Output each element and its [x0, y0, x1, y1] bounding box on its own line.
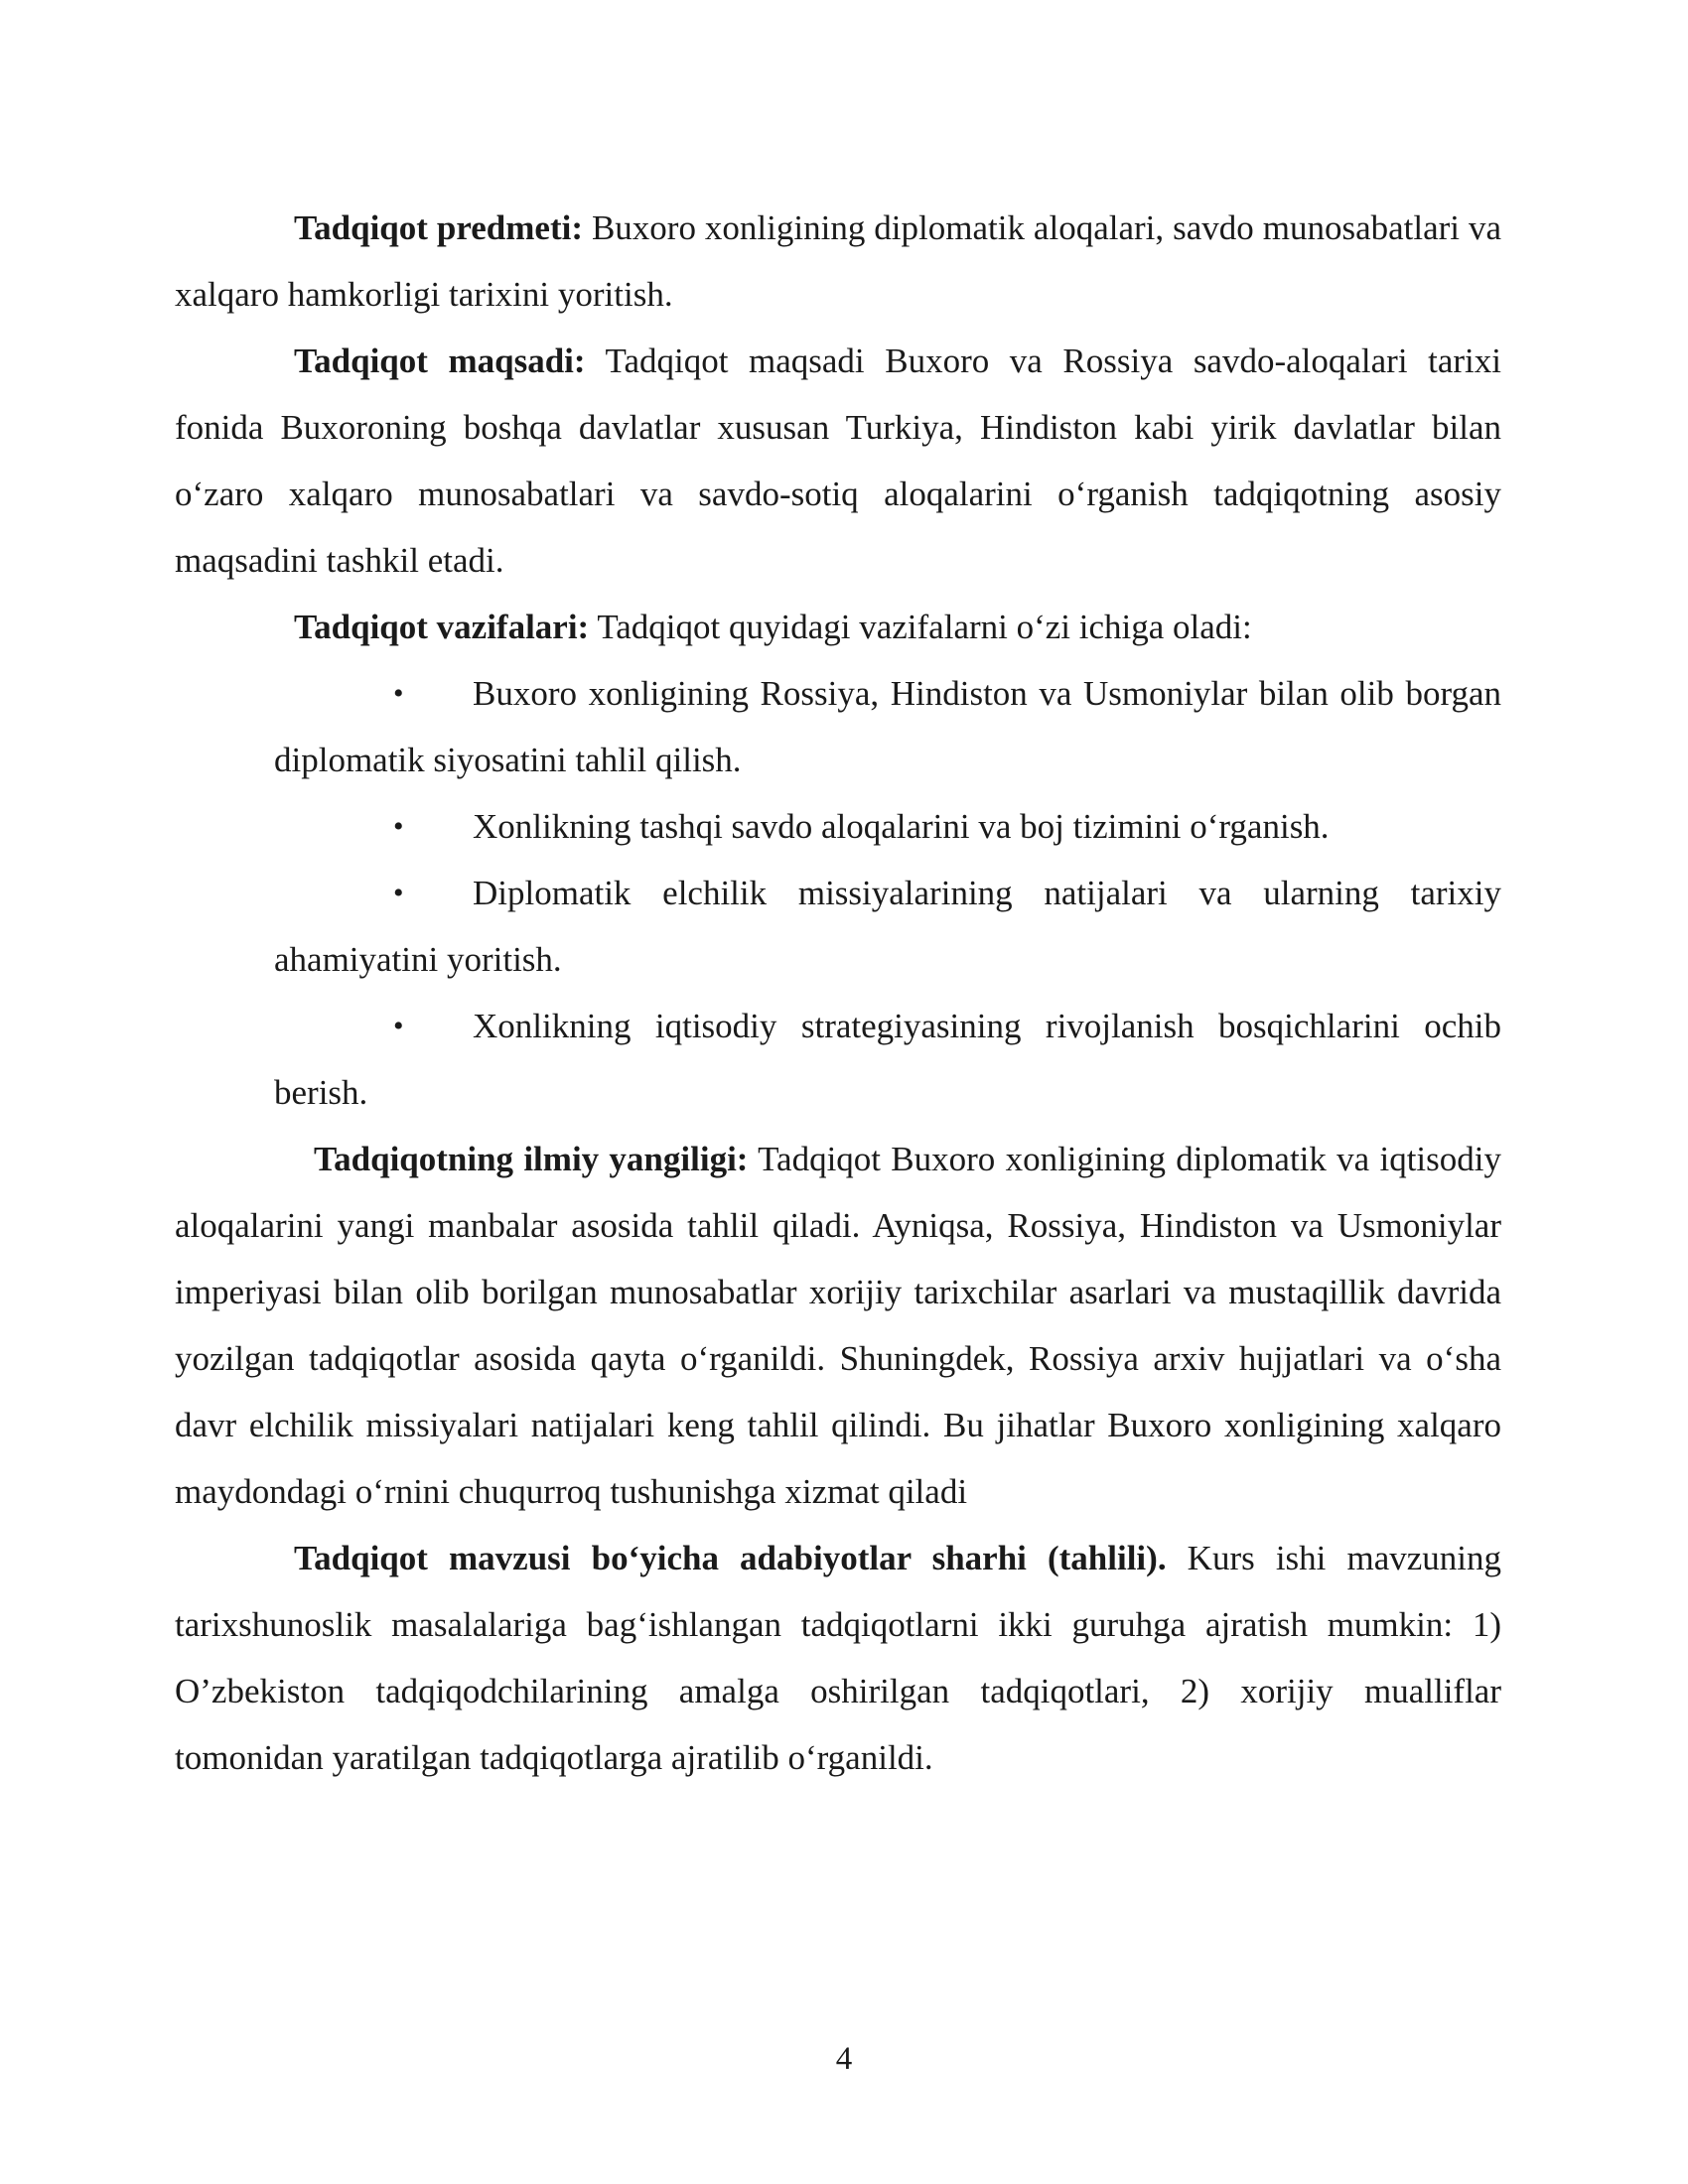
page-number: 4 — [835, 2041, 853, 2077]
task-item-text: Xonlikning tashqi savdo aloqalarini va boj tizimini o‘rganish. — [473, 807, 1330, 846]
subject-text: Buxoro xonligining diplomatik aloqalari, savdo munosabatlari va xalqaro hamkorligi tarixini yoritish. — [175, 208, 1502, 314]
tasks-heading: Tadqiqot vazifalari: — [294, 608, 590, 646]
list-item — [274, 660, 1501, 793]
task-item-text: Diplomatik elchilik missiyalarining natijalari va ularning tarixiy ahamiyatini yoritish. — [274, 874, 1501, 979]
list-item — [274, 793, 1501, 860]
bullet-icon: • — [393, 1010, 404, 1042]
paragraph-novelty — [175, 1126, 1501, 1525]
subject-heading: Tadqiqot predmeti: — [294, 208, 583, 247]
bullet-icon: • — [393, 677, 404, 710]
literature-text: Kurs ishi mavzuning tarixshunoslik masalalariga bag‘ishlangan tadqiqotlarni ikki guruhga ajratish mumkin: 1) O’zbekiston tadqiqodchilarining amalga oshirilgan tadqiqotlari, 2) xorijiy mualliflar tomonidan yaratilgan tadqiqotlarga ajratilib o‘rganildi. — [175, 1539, 1502, 1777]
list-item — [274, 860, 1501, 993]
goal-text: Tadqiqot maqsadi Buxoro va Rossiya savdo-aloqalari tarixi fonida Buxoroning boshqa davlatlar xususan Turkiya, Hindiston kabi yirik davlatlar bilan o‘zaro xalqaro munosabatlari va savdo-sotiq aloqalarini o‘rganish tadqiqotning asosiy maqsadini tashkil etadi. — [175, 341, 1501, 580]
paragraph-goal — [175, 328, 1501, 594]
goal-heading: Tadqiqot maqsadi: — [294, 341, 586, 380]
task-item-text: Xonlikning iqtisodiy strategiyasining rivojlanish bosqichlarini ochib berish. — [274, 1007, 1501, 1112]
novelty-text: Tadqiqot Buxoro xonligining diplomatik va iqtisodiy aloqalarini yangi manbalar asosida tahlil qiladi. Ayniqsa, Rossiya, Hindiston va Usmoniylar imperiyasi bilan olib borilgan munosabatlar xorijiy tarixchilar asarlari va mustaqillik davrida yozilgan tadqiqotlar asosida qayta o‘rganildi. Shuningdek, Rossiya arxiv hujjatlari va o‘sha davr elchilik missiyalari natijalari keng tahlil qilindi. Bu jihatlar Buxoro xonligining xalqaro maydondagi o‘rnini chuqurroq tushunishga xizmat qiladi — [175, 1140, 1501, 1511]
paragraph-tasks — [175, 594, 1501, 660]
task-item-text: Buxoro xonligining Rossiya, Hindiston va Usmoniylar bilan olib borgan diplomatik siyosatini tahlil qilish. — [274, 674, 1501, 779]
paragraph-literature — [175, 1525, 1501, 1791]
novelty-heading: Tadqiqotning ilmiy yangiligi: — [314, 1140, 749, 1178]
bullet-icon: • — [393, 810, 404, 843]
bullet-icon: • — [393, 877, 404, 909]
tasks-list — [175, 660, 1501, 1126]
literature-heading: Tadqiqot mavzusi bo‘yicha adabiyotlar sharhi (tahlili). — [294, 1539, 1167, 1577]
tasks-text: Tadqiqot quyidagi vazifalarni o‘zi ichiga oladi: — [589, 608, 1252, 646]
page-body — [175, 195, 1501, 1791]
list-item — [274, 993, 1501, 1126]
paragraph-subject — [175, 195, 1501, 328]
